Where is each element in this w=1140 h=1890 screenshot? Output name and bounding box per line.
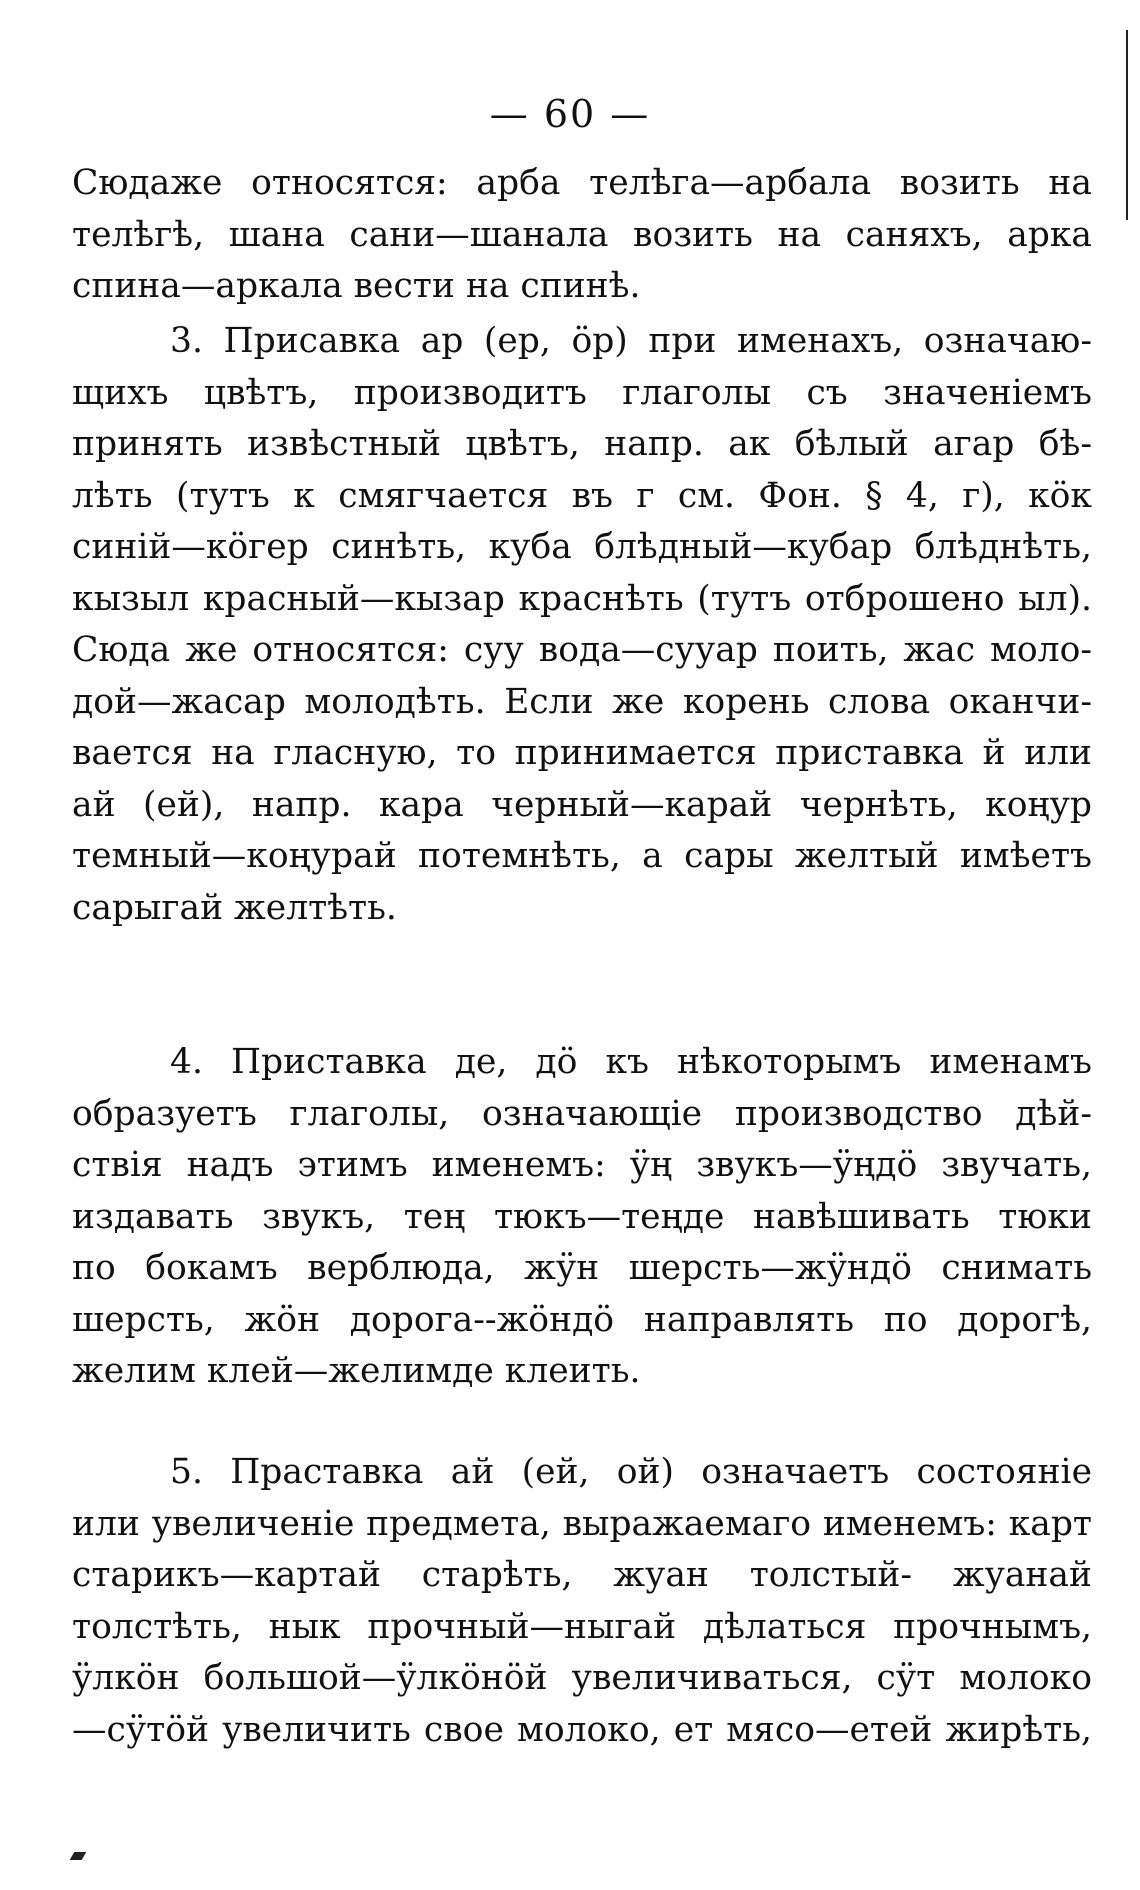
text-line: по бокамъ верблюда, жӱн шерсть—жӱндӧ снимать — [72, 1248, 1092, 1288]
text-line: толстѣть, нык прочный—ныгай дѣлаться прочнымъ, — [72, 1606, 1092, 1647]
text-line: вается на гласную, то принимается приставка й или — [72, 733, 1092, 773]
paragraph-3 — [72, 1037, 1092, 1398]
text-line: шерсть, жӧн дорога--жӧндӧ направлять по дорогѣ, — [72, 1299, 1092, 1340]
text-line: спина—аркала вести на спинѣ. — [72, 266, 641, 306]
text-line: принять извѣстный цвѣтъ, напр. ак бѣлый агар бѣ- — [72, 424, 1092, 464]
paragraph-2 — [72, 316, 1092, 934]
text-line: издавать звукъ, тең тюкъ—теңде навѣшивать тюки — [72, 1196, 1092, 1237]
page-number: — 60 — — [489, 92, 651, 136]
text-line: ай (ей), напр. кара черный—карай чернѣть, коңур — [72, 784, 1092, 825]
text-line: дой—жасар молодѣть. Если же корень слова оканчи- — [72, 681, 1092, 722]
page-edge-rule — [1126, 30, 1128, 220]
print-mark — [70, 1852, 87, 1860]
text-line: кызыл красный—кызар краснѣть (тутъ отброшено ыл). — [72, 578, 1092, 619]
paragraph-4 — [72, 1447, 1092, 1756]
text-line: Сюда же относятся: суу вода—сууар поить, жас моло- — [72, 630, 1092, 670]
text-line: или увеличеніе предмета, выражаемаго именемъ: карт — [72, 1503, 1092, 1544]
text-line: Сюдаже относятся: арба телѣга—арбала возить на — [72, 163, 1092, 203]
text-line: щихъ цвѣтъ, производитъ глаголы съ значеніемъ — [72, 372, 1092, 413]
text-line: старикъ—картай старѣть, жуан толстый- жуанай — [72, 1555, 1092, 1595]
text-line: сарыгай желтѣть. — [72, 887, 397, 928]
paragraph-1 — [72, 158, 1092, 313]
text-line: ӱлкӧн большой—ӱлкӧнӧй увеличиваться, сӱт молоко — [72, 1658, 1092, 1698]
text-line: —сӱтӧй увеличить свое молоко, ет мясо—етей жирѣть, — [72, 1709, 1092, 1750]
text-line: телѣгѣ, шана сани—шанала возить на саняхъ, арка — [72, 214, 1092, 255]
text-line: лѣть (тутъ к смягчается въ г см. Фон. § 4, г), кӧк — [72, 475, 1092, 516]
text-line: синій—кӧгер синѣть, куба блѣдный—кубар блѣднѣть, — [72, 527, 1092, 567]
text-line: образуетъ глаголы, означающіе производство дѣй- — [72, 1093, 1092, 1134]
text-line: темный—коңурай потемнѣть, а сары желтый имѣетъ — [72, 836, 1092, 876]
text-line: 5. Праставка ай (ей, ой) означаетъ состояніе — [170, 1452, 1092, 1492]
text-line: 3. Присавка ар (ер, ӧр) при именахъ, означаю- — [170, 321, 1092, 361]
text-line: желим клей—желимде клеить. — [72, 1351, 641, 1391]
text-line: 4. Приставка де, дӧ къ нѣкоторымъ именамъ — [170, 1042, 1092, 1082]
text-line: ствія надъ этимъ именемъ: ӱң звукъ—ӱңдӧ звучать, — [72, 1145, 1092, 1185]
